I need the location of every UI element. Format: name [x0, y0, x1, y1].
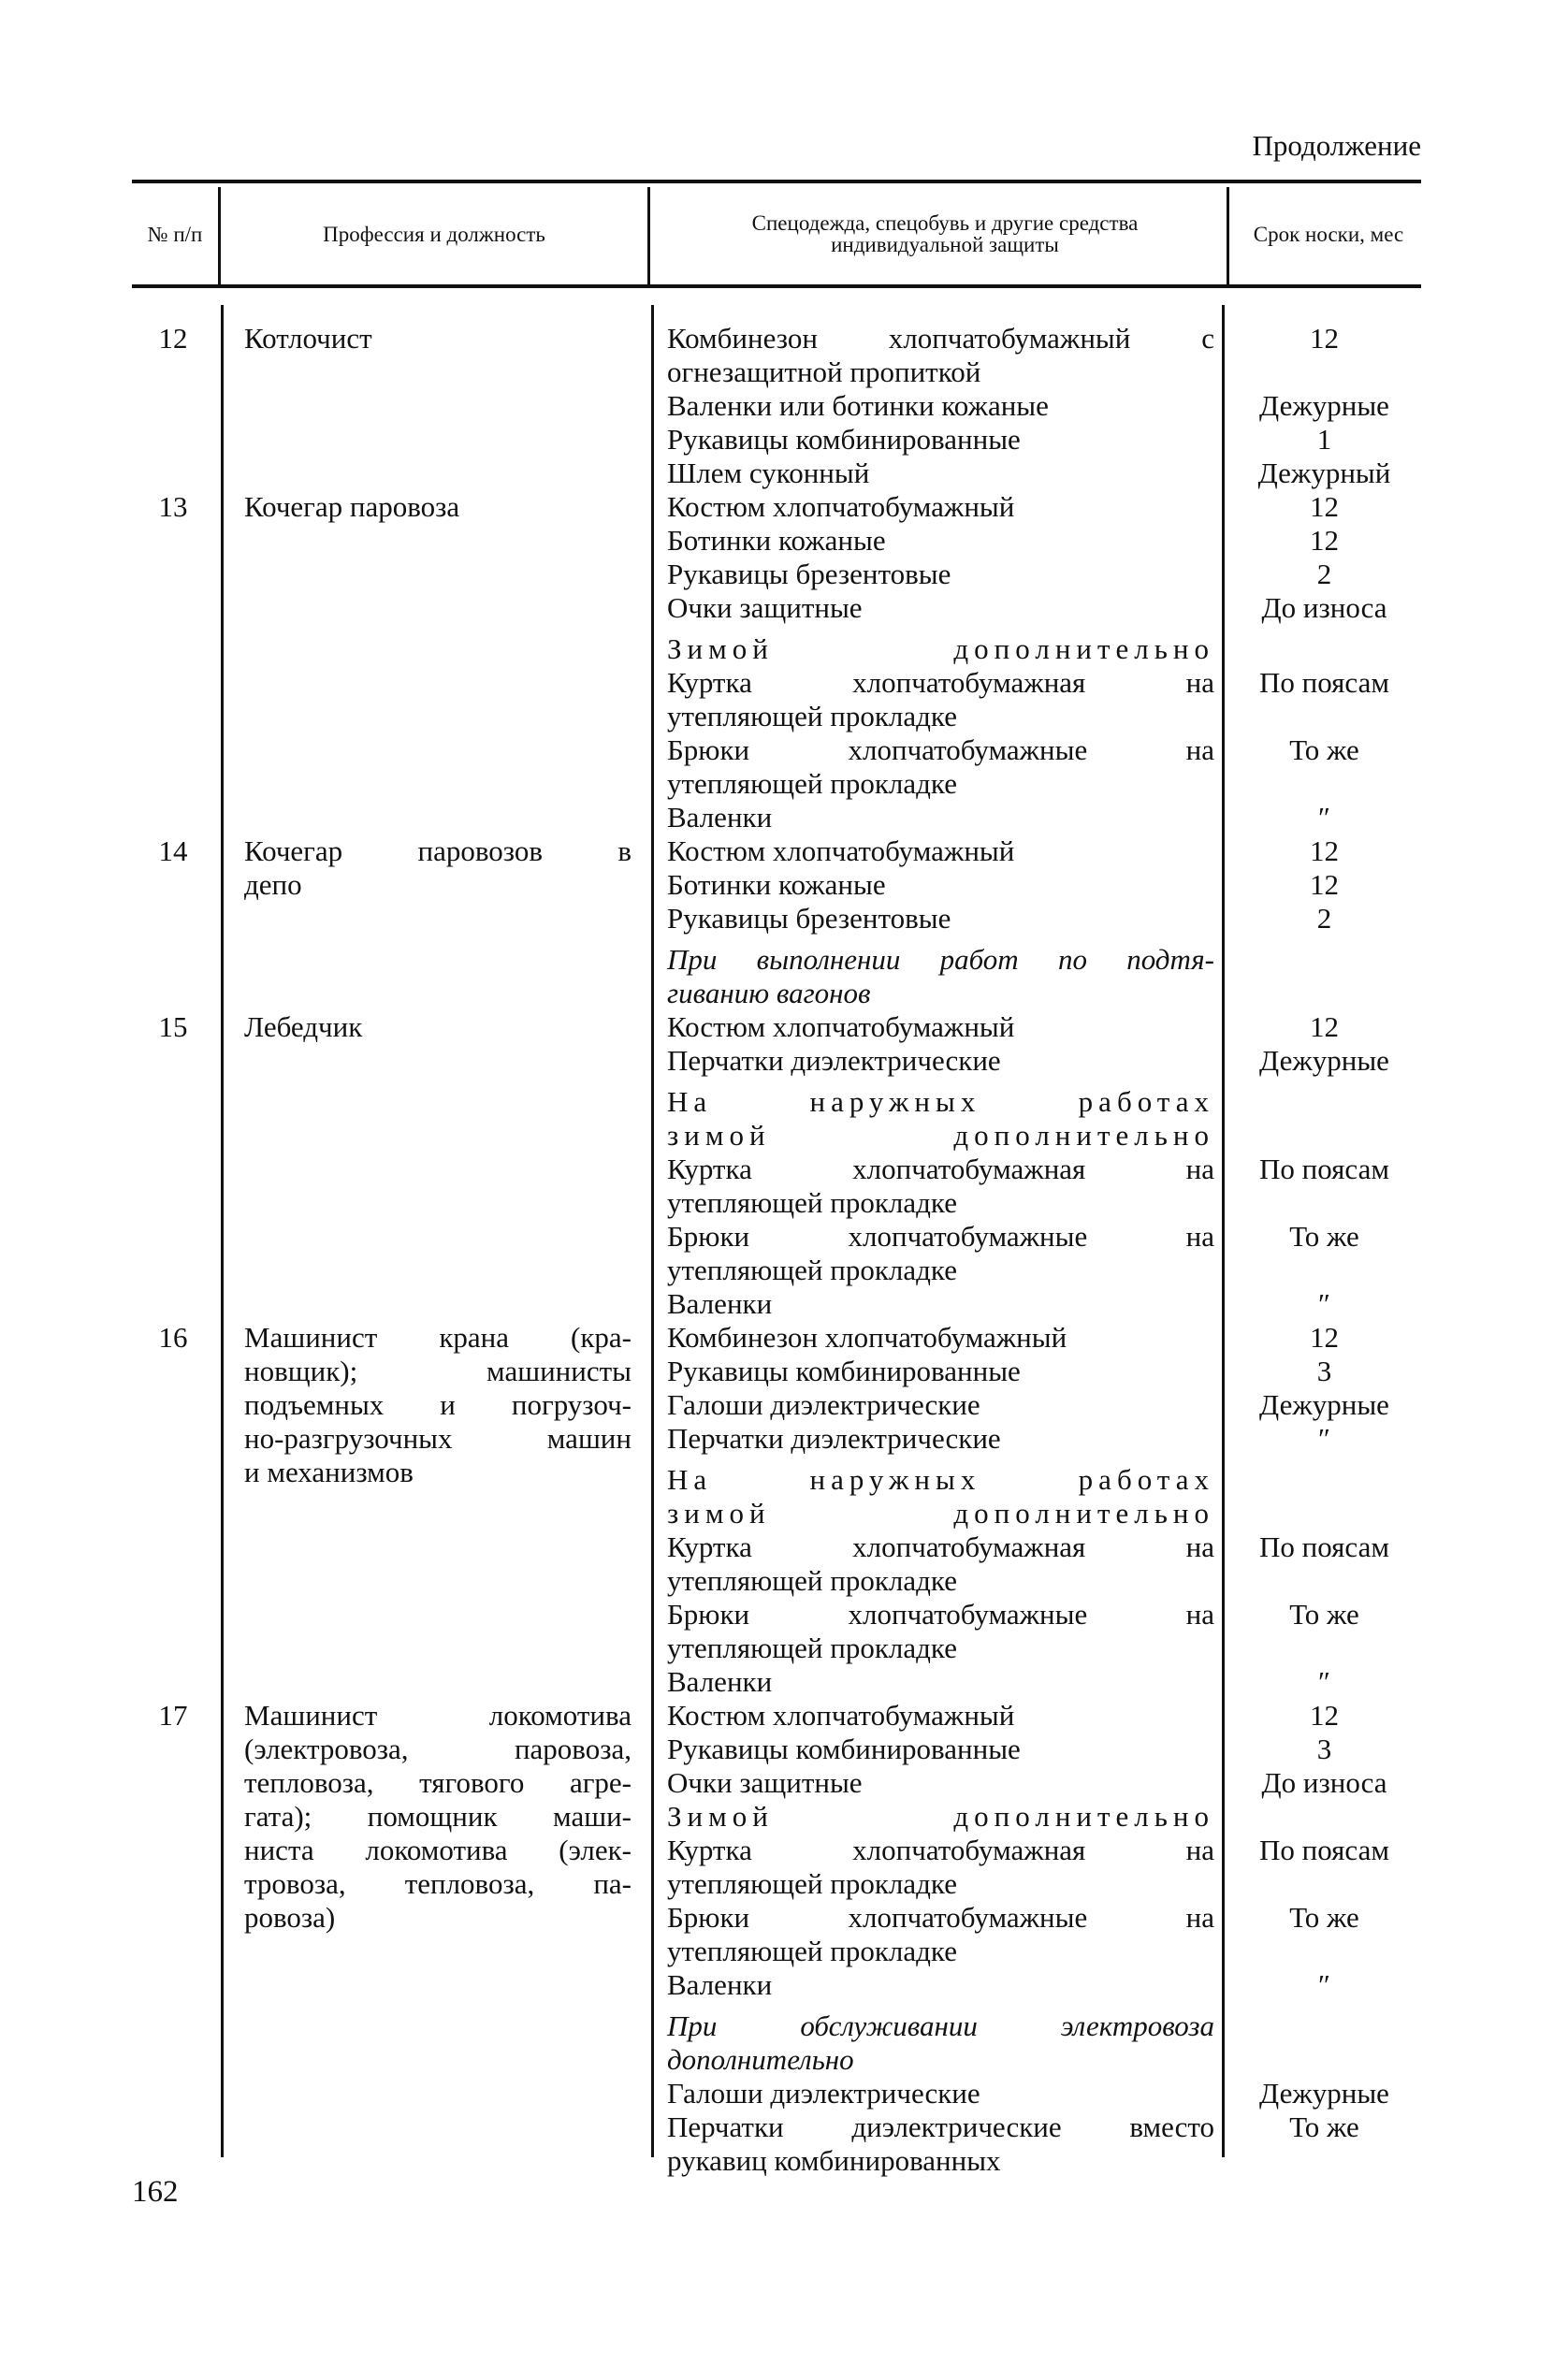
wear-term: То же [1289, 2110, 1359, 2143]
equipment-item [648, 666, 1421, 733]
equipment-line: Куртка хлопчатобумажная на [667, 1153, 1214, 1185]
equipment-line: Валенки [667, 801, 773, 834]
equipment-line: Очки защитные [667, 591, 863, 624]
profession-cell [218, 1321, 648, 1699]
profession-cell [218, 490, 648, 834]
equipment-name [648, 1834, 1227, 1901]
header-term: Срок носки, мес [1253, 222, 1404, 246]
equipment-name [648, 524, 1227, 558]
wear-term: 12 [1310, 1010, 1339, 1043]
profession-cell [218, 322, 648, 490]
equipment-item [648, 1321, 1421, 1355]
equipment-name [648, 1321, 1227, 1355]
equipment-line: утепляющей прокладке [667, 1564, 957, 1597]
wear-term [1227, 2009, 1421, 2077]
equipment-line: При обслуживании электровоза [667, 2009, 1214, 2042]
equipment-line: Куртка хлопчатобумажная на [667, 1530, 1214, 1563]
equipment-line: Ботинки кожаные [667, 524, 886, 557]
equipment-line: Рукавицы комбинированные [667, 1355, 1021, 1387]
profession-cell [218, 834, 648, 1010]
equipment-item [648, 558, 1421, 591]
page-number: 162 [132, 2175, 179, 2209]
wear-term: То же [1289, 1901, 1359, 1934]
equipment-item [648, 423, 1421, 457]
wear-term: ″ [1318, 1968, 1330, 2001]
equipment-item [648, 834, 1421, 868]
wear-term [1227, 1085, 1421, 1153]
equipment-item [648, 1766, 1421, 1800]
wear-term: По поясам [1259, 666, 1389, 699]
profession-line: ниста локомотива (элек- [244, 1834, 632, 1866]
equipment-name [648, 801, 1227, 834]
equipment-name [648, 902, 1227, 935]
equipment-line: Брюки хлопчатобумажные на [667, 1598, 1214, 1631]
equipment-item [648, 1044, 1421, 1078]
wear-term [1227, 943, 1421, 1010]
table-row [132, 1010, 1421, 1321]
equipment-item [648, 1287, 1421, 1321]
wear-term: 2 [1316, 558, 1332, 590]
wear-term: По поясам [1259, 1834, 1389, 1866]
wear-term: ″ [1318, 1665, 1330, 1698]
equipment-name [648, 591, 1227, 625]
section-heading [648, 1085, 1421, 1153]
equipment-item [648, 1733, 1421, 1766]
equipment-name [648, 868, 1227, 902]
equipment-line: Валенки [667, 1665, 773, 1698]
equipment-line: дополнительно [667, 2043, 854, 2076]
equipment-name [648, 1463, 1227, 1530]
equipment-name [648, 733, 1227, 801]
equipment-name [648, 834, 1227, 868]
equipment-line: гиванию вагонов [667, 977, 871, 1009]
equipment-name [648, 558, 1227, 591]
wear-term [1227, 1800, 1421, 1834]
wear-term: 12 [1310, 490, 1339, 523]
profession-line: и механизмов [244, 1456, 414, 1488]
equipment-line: Брюки хлопчатобумажные на [667, 733, 1214, 766]
equipment-item [648, 1968, 1421, 2002]
wear-term: Дежурные [1259, 389, 1389, 422]
equipment-line: Комбинезон хлопчатобумажный [667, 1321, 1067, 1354]
section-heading [648, 632, 1421, 666]
wear-term: ″ [1318, 1287, 1330, 1320]
equipment-item [648, 1220, 1421, 1287]
equipment-list [648, 1010, 1421, 1321]
equipment-name [648, 1968, 1227, 2002]
section-heading [648, 943, 1421, 1010]
equipment-line: Перчатки диэлектрические [667, 1044, 1001, 1077]
equipment-item [648, 2110, 1421, 2178]
table-body [132, 322, 1421, 2178]
profession-line: Машинист крана (кра- [244, 1321, 632, 1354]
equipment-list [648, 1321, 1421, 1699]
equipment-line: утепляющей прокладке [667, 1632, 957, 1664]
wear-term: 12 [1310, 524, 1339, 557]
equipment-name [648, 666, 1227, 733]
wear-term: 12 [1310, 1699, 1339, 1732]
equipment-name [648, 1901, 1227, 1968]
equipment-list [648, 834, 1421, 1010]
equipment-item [648, 1665, 1421, 1699]
table-row [132, 1699, 1421, 2178]
wear-term: 3 [1316, 1355, 1332, 1387]
equipment-name [648, 2009, 1227, 2077]
table-row [132, 1321, 1421, 1699]
equipment-name [648, 1800, 1227, 1834]
equipment-line: Зимой дополнительно [667, 1800, 1214, 1833]
equipment-name [648, 1287, 1227, 1321]
equipment-line: Рукавицы брезентовые [667, 558, 951, 590]
header-profession: Профессия и должность [323, 222, 545, 246]
equipment-line: Перчатки диэлектрические вместо [667, 2110, 1214, 2143]
equipment-item [648, 591, 1421, 625]
wear-term: 12 [1310, 868, 1339, 901]
equipment-name [648, 1085, 1227, 1153]
profession-line: подъемных и погрузоч- [244, 1388, 632, 1421]
equipment-line: утепляющей прокладке [667, 767, 957, 800]
equipment-name [648, 943, 1227, 1010]
profession-line: гата); помощник маши- [244, 1800, 632, 1833]
wear-term: 1 [1316, 423, 1332, 456]
equipment-line: Галоши диэлектрические [667, 1388, 980, 1421]
equipment-name [648, 457, 1227, 490]
equipment-item [648, 1388, 1421, 1422]
profession-line: но-разгрузочных машин [244, 1422, 632, 1455]
equipment-item [648, 1422, 1421, 1456]
equipment-item [648, 322, 1421, 389]
equipment-item [648, 902, 1421, 935]
profession-cell [218, 1699, 648, 2178]
profession-line: ровоза) [244, 1901, 336, 1934]
equipment-line: утепляющей прокладке [667, 700, 957, 732]
wear-term [1227, 1463, 1421, 1530]
equipment-line: Комбинезон хлопчатобумажный с [667, 322, 1214, 355]
equipment-name [648, 1010, 1227, 1044]
wear-term [1227, 632, 1421, 666]
equipment-name [648, 1530, 1227, 1598]
equipment-name [648, 2110, 1227, 2178]
equipment-line: Брюки хлопчатобумажные на [667, 1901, 1214, 1934]
profession-line: депо [244, 868, 302, 901]
equipment-name [648, 1733, 1227, 1766]
equipment-item [648, 389, 1421, 423]
equipment-line: Валенки [667, 1287, 773, 1320]
equipment-line: рукавиц комбинированных [667, 2144, 1001, 2177]
wear-term: ″ [1318, 1422, 1330, 1455]
equipment-item [648, 1901, 1421, 1968]
equipment-line: зимой дополнительно [667, 1119, 1214, 1152]
equipment-name [648, 1699, 1227, 1733]
equipment-list [648, 1699, 1421, 2178]
equipment-line: Рукавицы комбинированные [667, 423, 1021, 456]
wear-term: То же [1289, 733, 1359, 766]
equipment-line: Ботинки кожаные [667, 868, 886, 901]
equipment-item [648, 1598, 1421, 1665]
wear-term: То же [1289, 1220, 1359, 1253]
equipment-name [648, 1422, 1227, 1456]
wear-term: Дежурный [1257, 457, 1391, 489]
equipment-item [648, 490, 1421, 524]
wear-term: По поясам [1259, 1153, 1389, 1185]
equipment-item [648, 1699, 1421, 1733]
equipment-line: утепляющей прокладке [667, 1935, 957, 1967]
header-equipment: Спецодежда, спецобувь и другие средства индивидуальной защиты [751, 211, 1139, 256]
equipment-item [648, 1153, 1421, 1220]
wear-term: Дежурные [1259, 1388, 1389, 1421]
equipment-line: На наружных работах [667, 1463, 1214, 1496]
equipment-name [648, 1388, 1227, 1422]
profession-line: Машинист локомотива [244, 1699, 632, 1732]
equipment-item [648, 1010, 1421, 1044]
wear-term: До износа [1261, 1766, 1387, 1799]
equipment-item [648, 2077, 1421, 2110]
equipment-line: Очки защитные [667, 1766, 863, 1799]
wear-term: 12 [1310, 322, 1339, 355]
equipment-line: Костюм хлопчатобумажный [667, 490, 1015, 523]
wear-term: То же [1289, 1598, 1359, 1631]
profession-cell [218, 1010, 648, 1321]
equipment-item [648, 1530, 1421, 1598]
continuation-label: Продолжение [1252, 129, 1421, 162]
equipment-line: Галоши диэлектрические [667, 2077, 980, 2110]
equipment-name [648, 423, 1227, 457]
equipment-item [648, 524, 1421, 558]
equipment-line: Костюм хлопчатобумажный [667, 834, 1015, 867]
section-heading [648, 2009, 1421, 2077]
wear-term: 12 [1310, 834, 1339, 867]
header-bottom-rule [132, 284, 1421, 288]
row-number: 12 [158, 322, 188, 355]
equipment-line: Куртка хлопчатобумажная на [667, 666, 1214, 699]
section-heading [648, 1800, 1421, 1834]
section-heading [648, 1463, 1421, 1530]
equipment-name [648, 490, 1227, 524]
equipment-line: Перчатки диэлектрические [667, 1422, 1001, 1455]
equipment-line: Куртка хлопчатобумажная на [667, 1834, 1214, 1866]
equipment-line: утепляющей прокладке [667, 1867, 957, 1900]
equipment-name [648, 1598, 1227, 1665]
profession-line: (электровоза, паровоза, [244, 1733, 632, 1765]
equipment-list [648, 490, 1421, 834]
row-number: 14 [158, 834, 188, 867]
table-top-rule [132, 180, 1421, 183]
equipment-name [648, 389, 1227, 423]
equipment-name [648, 1153, 1227, 1220]
profession-line: Лебедчик [244, 1010, 363, 1043]
equipment-name [648, 1044, 1227, 1078]
equipment-item [648, 1834, 1421, 1901]
wear-term: Дежурные [1259, 2077, 1389, 2110]
equipment-name [648, 1766, 1227, 1800]
equipment-item [648, 1355, 1421, 1388]
profession-line: новщик); машинисты [244, 1355, 632, 1387]
wear-term: По поясам [1259, 1530, 1389, 1563]
column-divider [647, 187, 650, 284]
equipment-line: Брюки хлопчатобумажные на [667, 1220, 1214, 1253]
equipment-line: утепляющей прокладке [667, 1186, 957, 1219]
wear-term: ″ [1318, 801, 1330, 834]
equipment-name [648, 1665, 1227, 1699]
wear-term: 3 [1316, 1733, 1332, 1765]
column-divider [1227, 187, 1229, 284]
profession-line: Котлочист [244, 322, 372, 355]
equipment-name [648, 1220, 1227, 1287]
equipment-line: Шлем суконный [667, 457, 870, 489]
equipment-line: Костюм хлопчатобумажный [667, 1699, 1015, 1732]
equipment-item [648, 733, 1421, 801]
equipment-line: огнезащитной пропиткой [667, 355, 981, 388]
table-row [132, 490, 1421, 834]
row-number: 16 [158, 1321, 188, 1354]
profession-line: Кочегар паровоза [244, 490, 460, 523]
equipment-line: Валенки [667, 1968, 773, 2001]
row-number: 15 [158, 1010, 188, 1043]
equipment-item [648, 457, 1421, 490]
profession-line: тепловоза, тягового агре- [244, 1766, 632, 1799]
equipment-name [648, 1355, 1227, 1388]
equipment-list [648, 322, 1421, 490]
row-number: 17 [158, 1699, 188, 1732]
wear-term: 2 [1316, 902, 1332, 935]
equipment-line: Рукавицы комбинированные [667, 1733, 1021, 1765]
profession-line: тровоза, тепловоза, па- [244, 1867, 632, 1900]
equipment-name [648, 322, 1227, 389]
profession-line: Кочегар паровозов в [244, 834, 632, 867]
equipment-line: зимой дополнительно [667, 1497, 1214, 1530]
equipment-line: утепляющей прокладке [667, 1254, 957, 1286]
table-row [132, 834, 1421, 1010]
wear-term: До износа [1261, 591, 1387, 624]
equipment-name [648, 632, 1227, 666]
wear-term: Дежурные [1259, 1044, 1389, 1077]
header-num: № п/п [147, 222, 203, 246]
row-number: 13 [158, 490, 188, 523]
equipment-line: При выполнении работ по подтя- [667, 943, 1214, 976]
equipment-name [648, 2077, 1227, 2110]
wear-term: 12 [1310, 1321, 1339, 1354]
equipment-line: Костюм хлопчатобумажный [667, 1010, 1015, 1043]
equipment-line: На наружных работах [667, 1085, 1214, 1118]
equipment-item [648, 801, 1421, 834]
equipment-item [648, 868, 1421, 902]
equipment-line: Рукавицы брезентовые [667, 902, 951, 935]
table-row [132, 322, 1421, 490]
equipment-line: Зимой дополнительно [667, 632, 1214, 665]
equipment-line: Валенки или ботинки кожаные [667, 389, 1049, 422]
